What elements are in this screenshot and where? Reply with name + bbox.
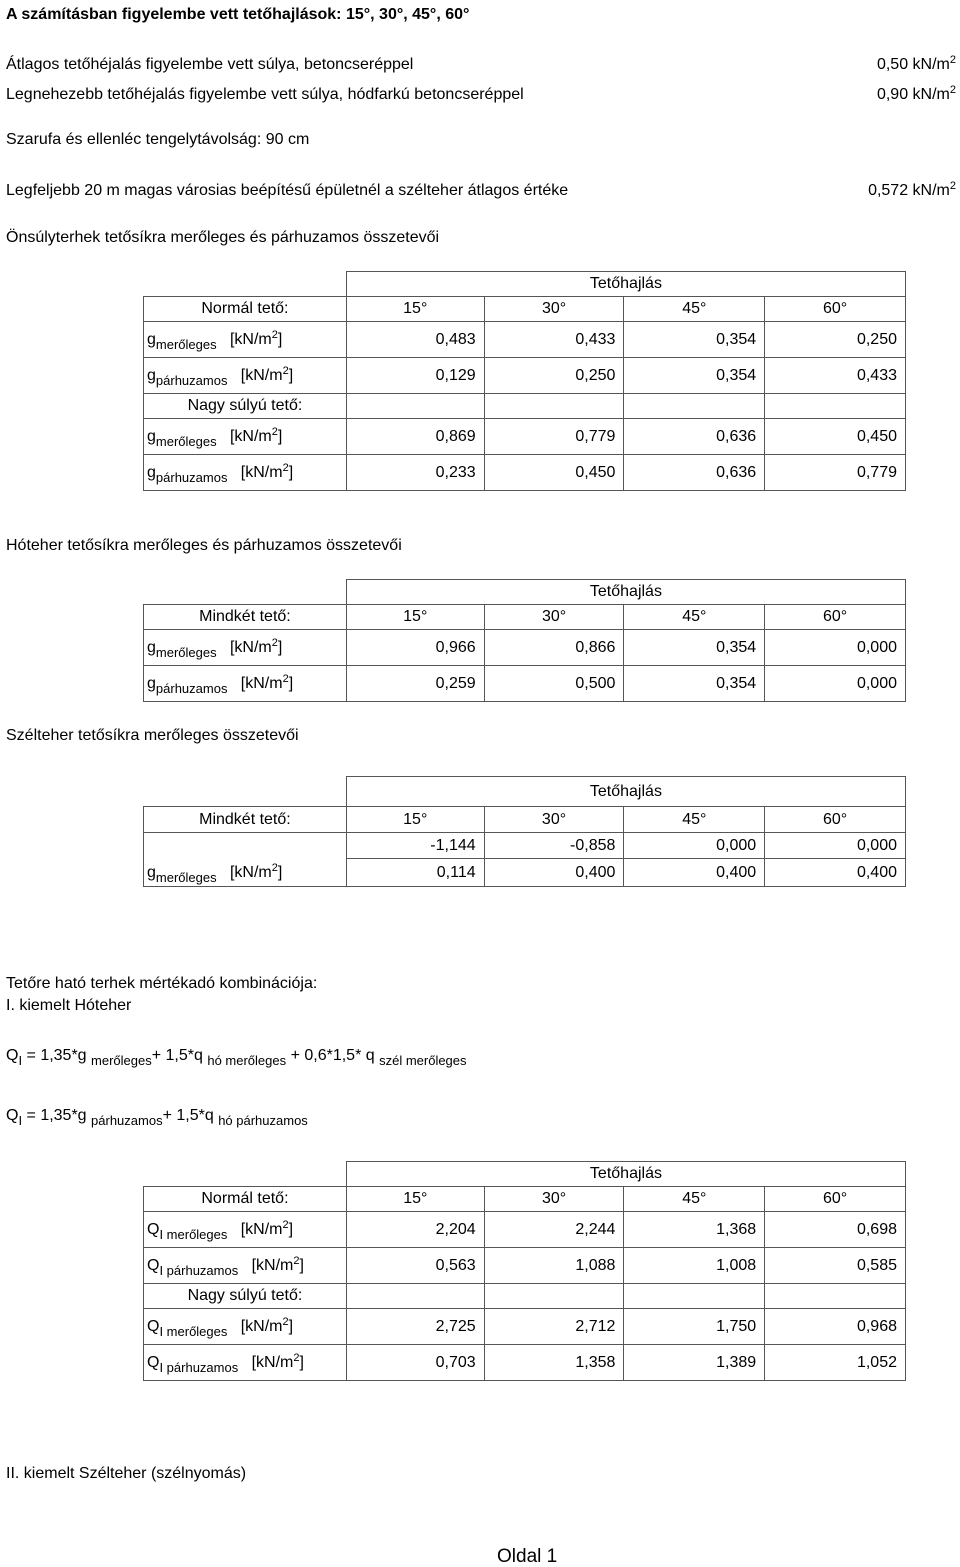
page-number: Oldal 1 (497, 1546, 558, 1567)
angle-30: 30° (484, 297, 624, 322)
cell: 0,233 (346, 455, 484, 491)
cell: 0,450 (765, 419, 906, 455)
row-label-g-parh: $g_{párhuzamos}$ $[kN/m^2]$ (144, 666, 347, 702)
page-title: A számításban figyelembe vett tetőhajlások: 15°, 30°, 45°, 60° (6, 6, 470, 23)
cell: -0,858 (484, 833, 624, 859)
angle-15: 15° (346, 297, 484, 322)
row-label-g-parh: $g_{párhuzamos}$ $[kN/m^2]$ (144, 358, 347, 394)
row-label-g-merol: $g_{merőleges}$ $[kN/m^2]$ (144, 630, 347, 666)
heavy-roof-label: Legnehezebb tetőhéjalás figyelembe vett súlya, hódfarkú betoncseréppel (6, 86, 524, 103)
heavy-roof-value: 0,90 $kN/m^2$ (876, 84, 956, 103)
tetohajlas-header: Tetőhajlás (346, 777, 905, 807)
angle-60: 60° (765, 297, 906, 322)
cell: 0,400 (484, 859, 624, 887)
cell: 0,000 (765, 833, 906, 859)
row-label-q-merol: $Q_{I merőleges}$ $[kN/m^2]$ (144, 1212, 347, 1248)
cell: 2,204 (346, 1212, 484, 1248)
heavy-roof-label: Nagy súlyú tető: (144, 394, 347, 419)
angle-15: 15° (346, 807, 484, 833)
cell: -1,144 (346, 833, 484, 859)
wind-value: 0,572 $kN/m^2$ (868, 180, 956, 199)
tetohajlas-header: Tetőhajlás (346, 1162, 905, 1187)
cell: 0,000 (765, 666, 906, 702)
wind-table (143, 776, 906, 887)
cell: 0,450 (484, 455, 624, 491)
cell: 0,483 (346, 322, 484, 358)
cell: 0,703 (346, 1345, 484, 1381)
cell: 0,563 (346, 1248, 484, 1284)
normal-roof-label: Normál tető: (144, 1187, 347, 1212)
formula-2: $Q_I = 1,35*g$ $_{párhuzamos}$+ 1,5*q $_{hó párhuzamos}$ (6, 1107, 308, 1128)
angle-45: 45° (624, 807, 765, 833)
rafter-spacing: Szarufa és ellenléc tengelytávolság: 90 cm (6, 131, 310, 148)
cell: 0,354 (624, 666, 765, 702)
cell: 0,354 (624, 630, 765, 666)
tetohajlas-header: Tetőhajlás (346, 272, 905, 297)
row-label-q-parh: $Q_{I párhuzamos}$ $[kN/m^2]$ (144, 1248, 347, 1284)
cell: 1,008 (624, 1248, 765, 1284)
cell: 0,966 (346, 630, 484, 666)
cell: 0,500 (484, 666, 624, 702)
cell: 0,636 (624, 455, 765, 491)
combination-table (143, 1161, 906, 1381)
section1-heading: Önsúlyterhek tetősíkra merőleges és párhuzamos összetevői (6, 229, 440, 246)
cell: 0,400 (624, 859, 765, 887)
heavy-roof-label: Nagy súlyú tető: (144, 1284, 347, 1309)
cell: 1,088 (484, 1248, 624, 1284)
cell: 0,250 (484, 358, 624, 394)
cell: 2,244 (484, 1212, 624, 1248)
tetohajlas-header: Tetőhajlás (346, 580, 905, 605)
cell: 0,250 (765, 322, 906, 358)
row-label-q-parh: $Q_{I párhuzamos}$ $[kN/m^2]$ (144, 1345, 347, 1381)
avg-roof-value: 0,50 $kN/m^2$ (876, 54, 956, 73)
section3-heading: Szélteher tetősíkra merőleges összetevői (6, 727, 299, 744)
section4-subheading: I. kiemelt Hóteher (6, 997, 132, 1014)
row-label-g-parh: $g_{párhuzamos}$ $[kN/m^2]$ (144, 455, 347, 491)
row-label-g-merol: $g_{merőleges}$ $[kN/m^2]$ (144, 833, 347, 887)
wind-label: Legfeljebb 20 m magas városias beépítésű épületnél a szélteher átlagos értéke (6, 182, 569, 199)
cell: 2,725 (346, 1309, 484, 1345)
cell: 0,114 (346, 859, 484, 887)
angle-30: 30° (484, 1187, 624, 1212)
cell: 0,000 (765, 630, 906, 666)
angle-60: 60° (765, 605, 906, 630)
formula-1: $Q_I = 1,35*g$ $_{merőleges}$+ 1,5*q $_{hó merőleges}$ + 0,6*1,5* q $_{szél merőleges}$ (6, 1047, 467, 1068)
cell: 0,869 (346, 419, 484, 455)
cell: 0,354 (624, 358, 765, 394)
angle-30: 30° (484, 807, 624, 833)
cell: 0,779 (765, 455, 906, 491)
section5-heading: II. kiemelt Szélteher (szélnyomás) (6, 1465, 247, 1482)
angle-45: 45° (624, 605, 765, 630)
cell: 1,750 (624, 1309, 765, 1345)
cell: 0,698 (765, 1212, 906, 1248)
cell: 0,000 (624, 833, 765, 859)
angle-15: 15° (346, 605, 484, 630)
both-roofs-label: Mindkét tető: (144, 605, 347, 630)
row-label-g-merol: $g_{merőleges}$ $[kN/m^2]$ (144, 419, 347, 455)
angle-15: 15° (346, 1187, 484, 1212)
cell: 0,354 (624, 322, 765, 358)
both-roofs-label: Mindkét tető: (144, 807, 347, 833)
row-label-g-merol: $g_{merőleges}$ $[kN/m^2]$ (144, 322, 347, 358)
cell: 0,259 (346, 666, 484, 702)
angle-30: 30° (484, 605, 624, 630)
section4-heading: Tetőre ható terhek mértékadó kombinációja: (6, 975, 318, 992)
cell: 1,052 (765, 1345, 906, 1381)
cell: 1,368 (624, 1212, 765, 1248)
section2-heading: Hóteher tetősíkra merőleges és párhuzamos összetevői (6, 537, 402, 554)
cell: 0,400 (765, 859, 906, 887)
row-label-q-merol: $Q_{I merőleges}$ $[kN/m^2]$ (144, 1309, 347, 1345)
cell: 0,779 (484, 419, 624, 455)
angle-45: 45° (624, 1187, 765, 1212)
avg-roof-label: Átlagos tetőhéjalás figyelembe vett súlya, betoncseréppel (6, 56, 414, 73)
snow-table (143, 579, 906, 702)
angle-60: 60° (765, 807, 906, 833)
cell: 1,358 (484, 1345, 624, 1381)
cell: 0,433 (765, 358, 906, 394)
cell: 0,129 (346, 358, 484, 394)
angle-45: 45° (624, 297, 765, 322)
cell: 1,389 (624, 1345, 765, 1381)
cell: 0,636 (624, 419, 765, 455)
cell: 0,968 (765, 1309, 906, 1345)
normal-roof-label: Normál tető: (144, 297, 347, 322)
cell: 0,866 (484, 630, 624, 666)
cell: 0,433 (484, 322, 624, 358)
selfweight-table (143, 271, 906, 491)
cell: 2,712 (484, 1309, 624, 1345)
angle-60: 60° (765, 1187, 906, 1212)
cell: 0,585 (765, 1248, 906, 1284)
